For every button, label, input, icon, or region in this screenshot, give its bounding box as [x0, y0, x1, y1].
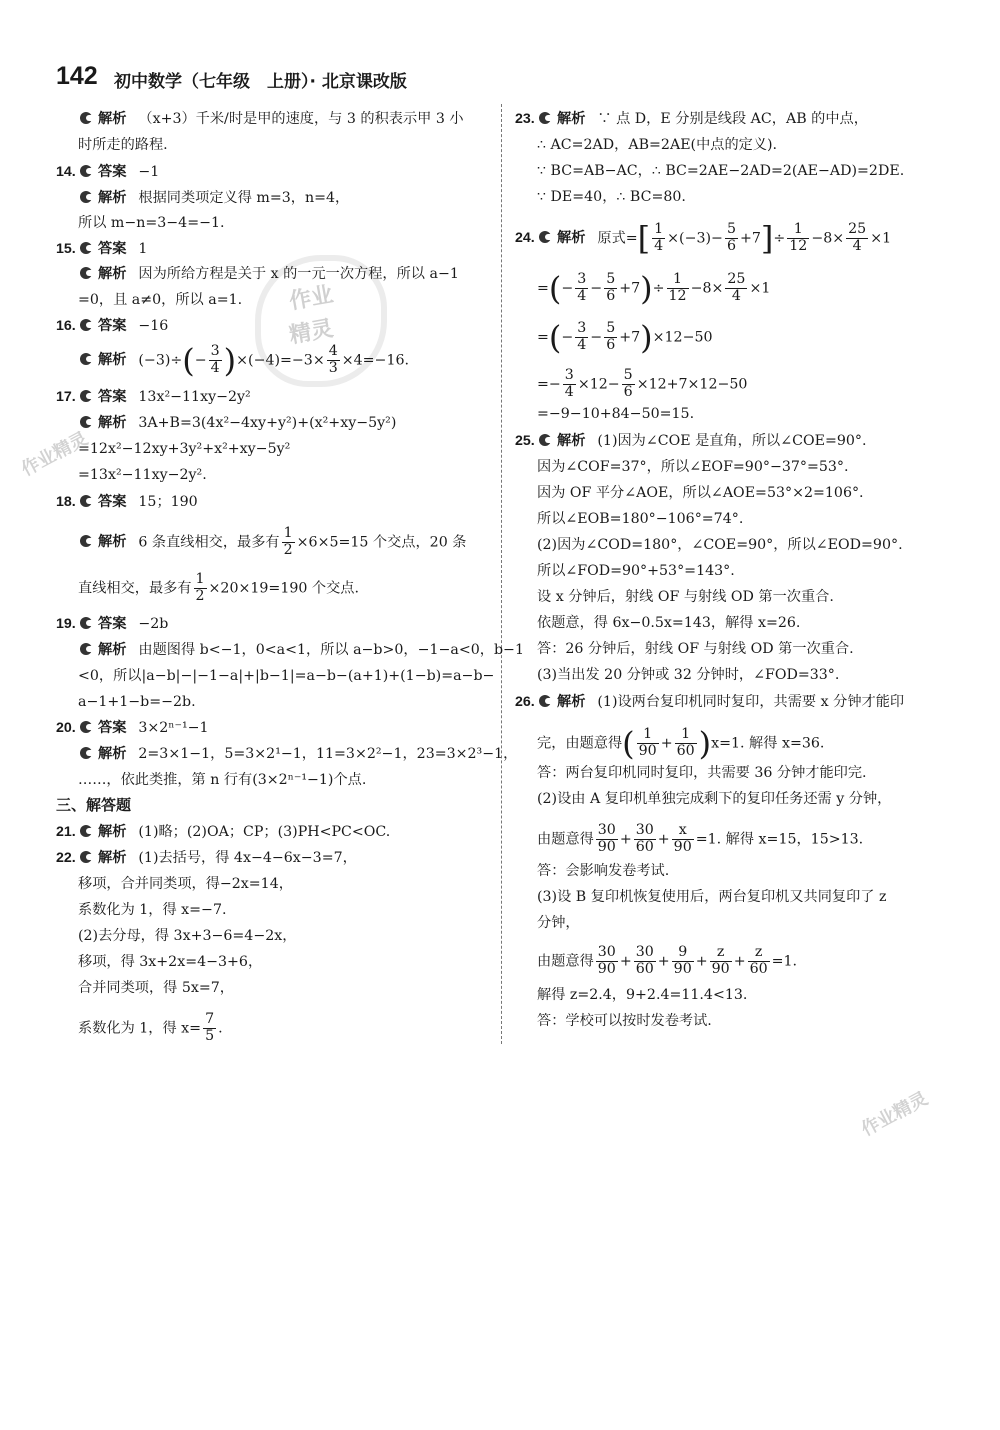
- explanation-icon: [80, 267, 92, 279]
- q23-line2: ∴ AC=2AD，AB=2AE(中点的定义).: [537, 137, 778, 153]
- answer-icon: [80, 319, 92, 331]
- q15-answer: 15. 答案 1: [56, 241, 148, 257]
- page-number: 142: [56, 62, 98, 90]
- q19-explanation: 解析 由题图得 b<−1，0<a<1，所以 a−b>0，−1−a<0，b−1: [56, 638, 491, 662]
- fraction: $\frac{3}{4}$: [210, 343, 220, 376]
- q26-line2: 完，由题意得( $\frac{1}{90}$ + $\frac{1}{60}$ )x=1. 解得 x=36.: [537, 724, 825, 763]
- q23-line3: ∵ BC=AB−AC，∴ BC=2AE−2AD=2(AE−AD)=2DE.: [537, 163, 905, 179]
- answer-icon: [80, 390, 92, 402]
- explanation-icon: [80, 416, 92, 428]
- q15-line2: =0，且 a≠0，所以 a=1.: [78, 292, 243, 308]
- fraction: $\frac{9}{90}$: [673, 944, 692, 977]
- fraction: $\frac{30}{60}$: [635, 822, 654, 855]
- explanation-icon: [539, 112, 551, 124]
- section-heading: 三、解答题: [56, 796, 132, 814]
- q15-explanation: 解析 因为所给方程是关于 x 的一元一次方程，所以 a−1: [56, 262, 491, 286]
- q26-line5: 由题意得 $\frac{30}{90}$ + $\frac{30}{60}$ + $\frac{x}{90}$ =1. 解得 x=15，15>13.: [537, 822, 864, 855]
- q22-line7: 系数化为 1，得 x= $\frac{7}{5}$ .: [78, 1011, 223, 1044]
- q25-line9: 答：26 分钟后，射线 OF 与射线 OD 第一次重合.: [537, 641, 854, 657]
- fraction: $\frac{x}{90}$: [673, 822, 692, 855]
- q22-line2: 移项，合并同类项，得−2x=14，: [78, 876, 293, 892]
- q16-explanation: 解析 (−3)÷(− $\frac{3}{4}$ )×(−4)=−3× $\frac{4}{3}$ ×4=−16.: [56, 344, 491, 377]
- q25-line4: 所以∠EOB=180°−106°=74°.: [537, 511, 744, 527]
- q26-line7: (3)设 B 复印机恢复使用后，两台复印机又共同复印了 z: [537, 889, 887, 905]
- q26-line9: 由题意得 $\frac{30}{90}$ + $\frac{30}{60}$ + $\frac{9}{90}$ + $\frac{z}{90}$ + $\frac{z}{60}$ =1.: [537, 944, 798, 977]
- fraction: $\frac{1}{90}$: [638, 726, 657, 759]
- q24-line2: =(− $\frac{3}{4}$ − $\frac{5}{6}$ +7)÷ $\frac{1}{12}$ −8× $\frac{25}{4}$ ×1: [537, 269, 771, 308]
- explanation-icon: [80, 851, 92, 863]
- q24-line3: =(− $\frac{3}{4}$ − $\frac{5}{6}$ +7)×12−50: [537, 318, 713, 357]
- fraction: $\frac{25}{4}$: [848, 221, 867, 254]
- q13-explanation: 解析 （x+3）千米/时是甲的速度，与 3 的积表示甲 3 小: [56, 107, 491, 131]
- q23-line4: ∵ DE=40，∴ BC=80.: [537, 189, 686, 205]
- fraction: $\frac{1}{12}$: [789, 221, 808, 254]
- q25-line6: 所以∠FOD=90°+53°=143°.: [537, 563, 735, 579]
- answer-icon: [80, 495, 92, 507]
- fraction: $\frac{5}{6}$: [606, 271, 616, 304]
- q20-explanation: 解析 2=3×1−1，5=3×2¹−1，11=3×2²−1，23=3×2³−1，: [56, 742, 491, 766]
- q17-answer: 17. 答案 13x²−11xy−2y²: [56, 389, 251, 405]
- explanation-icon: [80, 353, 92, 365]
- q22-line3: 系数化为 1，得 x=−7.: [78, 902, 227, 918]
- answer-icon: [80, 721, 92, 733]
- q18-answer: 18. 答案 15；190: [56, 494, 198, 510]
- q17-line2: =12x²−12xy+3y²+x²+xy−5y²: [78, 441, 291, 457]
- fraction: $\frac{30}{90}$: [597, 822, 616, 855]
- q25-line2: 因为∠COF=37°，所以∠EOF=90°−37°=53°.: [537, 459, 849, 475]
- fraction: $\frac{30}{60}$: [635, 944, 654, 977]
- q20-answer: 20. 答案 3×2ⁿ⁻¹−1: [56, 720, 209, 736]
- watermark-left: 作业精灵: [17, 428, 92, 481]
- explanation-icon: [539, 695, 551, 707]
- q26-line3: 答：两台复印机同时复印，共需要 36 分钟才能印完.: [537, 765, 867, 781]
- q16-answer: 16. 答案 −16: [56, 318, 169, 334]
- answer-icon: [80, 165, 92, 177]
- explanation-icon: [80, 825, 92, 837]
- watermark-text-2: 精灵: [287, 316, 336, 349]
- fraction: $\frac{1}{60}$: [676, 726, 695, 759]
- q25-line5: (2)因为∠COD=180°，∠COE=90°，所以∠EOD=90°.: [537, 537, 903, 553]
- q20-line2: ……，依此类推，第 n 行有(3×2ⁿ⁻¹−1)个点.: [78, 772, 367, 788]
- q25-line7: 设 x 分钟后，射线 OF 与射线 OD 第一次重合.: [537, 589, 834, 605]
- fraction: $\frac{3}{4}$: [577, 320, 587, 353]
- q22-explanation: 22. 解析 (1)去括号，得 4x−4−6x−3=7，: [56, 850, 357, 866]
- explanation-icon: [539, 434, 551, 446]
- answer-icon: [80, 617, 92, 629]
- q22-line4: (2)去分母，得 3x+3−6=4−2x，: [78, 928, 297, 944]
- watermark-right: 作业精灵: [857, 1088, 932, 1141]
- q14-line2: 所以 m−n=3−4=−1.: [78, 215, 225, 231]
- q22-line6: 合并同类项，得 5x=7，: [78, 980, 234, 996]
- fraction: $\frac{1}{4}$: [654, 221, 664, 254]
- explanation-icon: [80, 112, 92, 124]
- q18-explanation: 解析 6 条直线相交，最多有 $\frac{1}{2}$ ×6×5=15 个交点，20 条: [56, 526, 491, 559]
- answer-icon: [80, 242, 92, 254]
- q26-line8: 分钟，: [537, 915, 580, 931]
- fraction: $\frac{z}{90}$: [711, 944, 730, 977]
- fraction: $\frac{30}{90}$: [597, 944, 616, 977]
- explanation-icon: [80, 747, 92, 759]
- fraction: $\frac{1}{2}$: [283, 525, 293, 558]
- q26-line6: 答：会影响发卷考试.: [537, 863, 670, 879]
- q14-answer: 14. 答案 −1: [56, 164, 160, 180]
- fraction: $\frac{5}{6}$: [623, 367, 633, 400]
- fraction: $\frac{5}{6}$: [606, 320, 616, 353]
- fraction: $\frac{3}{4}$: [564, 367, 574, 400]
- q25-line8: 依题意，得 6x−0.5x=143，解得 x=26.: [537, 615, 801, 631]
- q13-line2: 时所走的路程.: [78, 137, 168, 153]
- q25-explanation: 25. 解析 (1)因为∠COE 是直角，所以∠COE=90°.: [515, 433, 867, 449]
- explanation-icon: [80, 643, 92, 655]
- q18-line2: 直线相交，最多有 $\frac{1}{2}$ ×20×19=190 个交点.: [78, 571, 359, 604]
- column-divider: [501, 104, 502, 1044]
- fraction: $\frac{1}{2}$: [195, 571, 205, 604]
- fraction: $\frac{z}{60}$: [749, 944, 768, 977]
- q23-explanation: 23. 解析 ∵ 点 D，E 分别是线段 AC，AB 的中点，: [515, 111, 868, 127]
- watermark-text-1: 作业: [287, 282, 336, 315]
- q26-line11: 答：学校可以按时发卷考试.: [537, 1013, 712, 1029]
- q19-line3: a−1+1−b=−2b.: [78, 694, 196, 710]
- fraction: $\frac{7}{5}$: [205, 1011, 215, 1044]
- explanation-icon: [539, 231, 551, 243]
- q14-explanation: 解析 根据同类项定义得 m=3，n=4，: [56, 186, 491, 210]
- q24-line1: 24. 解析 原式=[ $\frac{1}{4}$ ×(−3)− $\frac{5}{6}$ +7]÷ $\frac{1}{12}$ −8× $\frac{25}{4}$ ×1: [515, 219, 892, 258]
- fraction: $\frac{1}{12}$: [668, 271, 687, 304]
- explanation-icon: [80, 535, 92, 547]
- fraction: $\frac{3}{4}$: [577, 271, 587, 304]
- q26-line10: 解得 z=2.4，9+2.4=11.4<13.: [537, 987, 748, 1003]
- q24-line5: =−9−10+84−50=15.: [537, 406, 695, 422]
- q25-line3: 因为 OF 平分∠AOE，所以∠AOE=53°×2=106°.: [537, 485, 864, 501]
- fraction: $\frac{25}{4}$: [727, 271, 746, 304]
- q26-line4: (2)设由 A 复印机单独完成剩下的复印任务还需 y 分钟，: [537, 791, 892, 807]
- q19-answer: 19. 答案 −2b: [56, 616, 169, 632]
- explanation-icon: [80, 191, 92, 203]
- fraction: $\frac{4}{3}$: [328, 343, 338, 376]
- q21-explanation: 21. 解析 (1)略；(2)OA；CP；(3)PH<PC<OC.: [56, 824, 391, 840]
- q24-line4: =− $\frac{3}{4}$ ×12− $\frac{5}{6}$ ×12+7×12−50: [537, 367, 748, 400]
- q22-line5: 移项，得 3x+2x=4−3+6，: [78, 954, 263, 970]
- q17-explanation: 解析 3A+B=3(4x²−4xy+y²)+(x²+xy−5y²): [56, 411, 491, 435]
- book-title: 初中数学（七年级 上册）· 北京课改版: [114, 72, 407, 92]
- q17-line3: =13x²−11xy−2y².: [78, 467, 207, 483]
- q19-line2: <0，所以|a−b|−|−1−a|+|b−1|=a−b−(a+1)+(1−b)=a−b−: [78, 668, 495, 684]
- q25-line10: (3)当出发 20 分钟或 32 分钟时，∠FOD=33°.: [537, 667, 840, 683]
- fraction: $\frac{5}{6}$: [726, 221, 736, 254]
- q26-explanation: 26. 解析 (1)设两台复印机同时复印，共需要 x 分钟才能印: [515, 694, 905, 710]
